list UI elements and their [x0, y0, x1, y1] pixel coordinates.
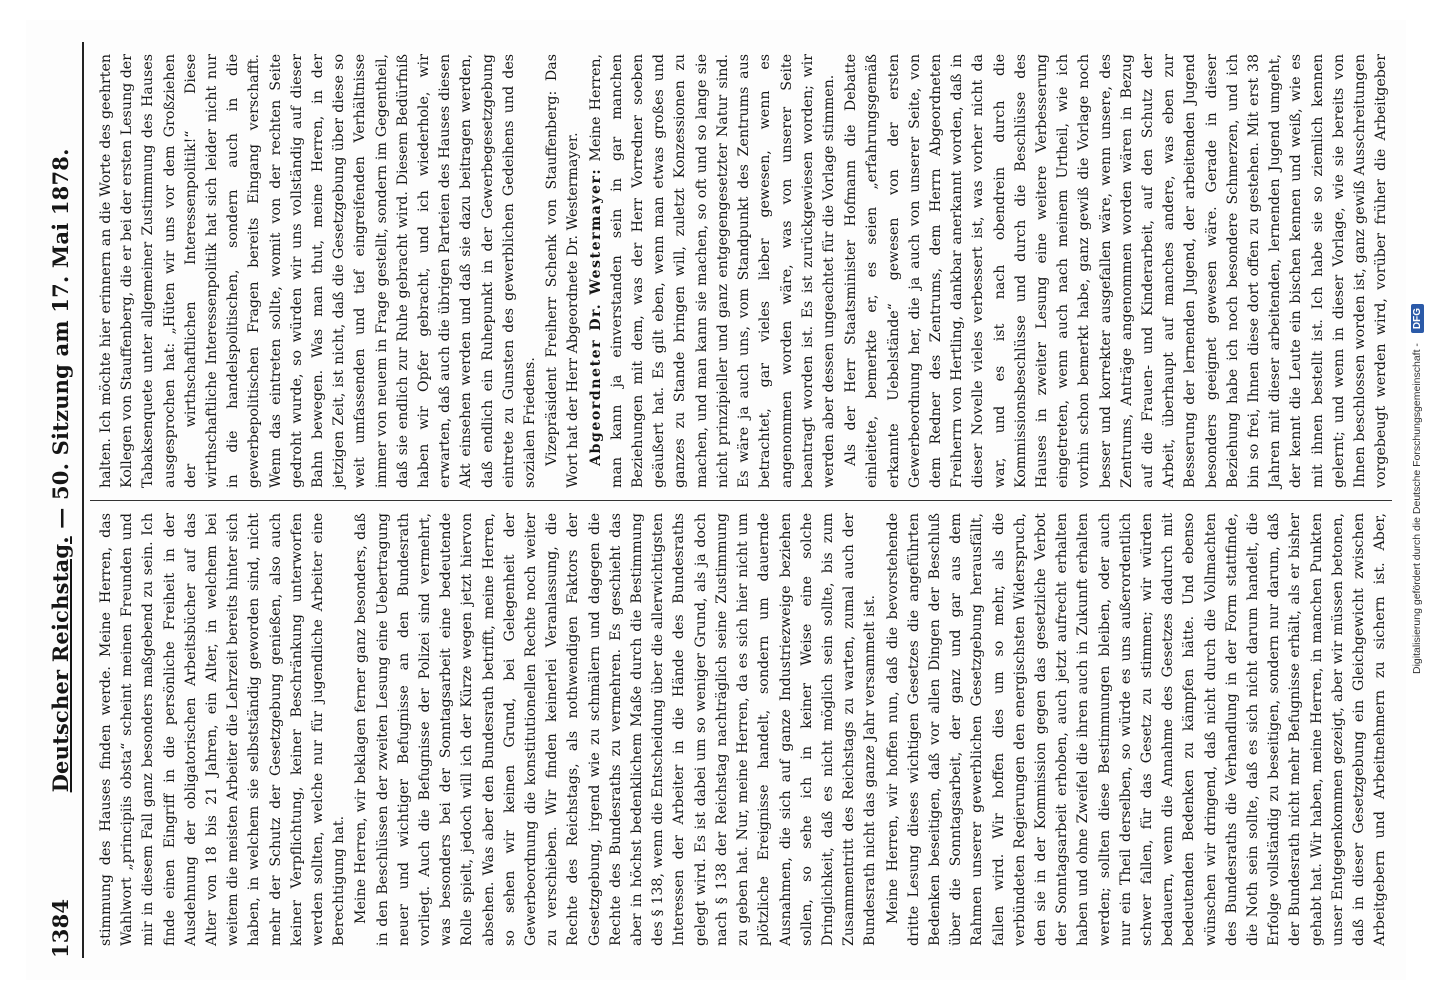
- page-number: 1384: [47, 898, 73, 958]
- paragraph-text: Meine Herren, man kann ja einverstanden sein in gar manchen Beziehungen mit dem, was der Herr Vorredner soeben geäußert hat. Es gilt eben, wenn man etwas großes und ganzes zu Stande bringen will, zuletzt Konzessionen zu machen, und man kann sie machen, so oft und so lange sie nicht prinzipieller und ganz entgegengesetzter Natur sind. Es wäre ja auch uns, vom Standpunkt des Zentrums aus betrachtet, gar vieles lieber gewesen, wenn es angenommen worden wäre, was von unserer Seite beantragt worden ist. Es ist zurückgewiesen worden; wir werden aber dessen ungeachtet für die Vorlage stimmen.: [587, 54, 837, 488]
- paragraph: [841, 54, 1392, 488]
- paragraph: [586, 54, 840, 488]
- header-separator: —: [47, 507, 73, 529]
- paragraph-text: Vizepräsident Freiherr Schenk von Stauffenberg: Das Wort hat der Herr Abgeordnete Dr. Westermayer.: [544, 54, 582, 488]
- paragraph: [96, 54, 541, 488]
- right-column: [90, 42, 1392, 500]
- journal-title: [48, 148, 73, 792]
- paragraph-text: halten. Ich möchte hier erinnern an die Worte des geehrten Kollegen von Stauffenberg, die er bei der ersten Lesung der Tabaksenquete unter allgemeiner Zustimmung des Hauses ausgesprochen hat: „Hüten wir uns vor dem Großziehen der wirthschaftlichen Interessenpolitik!“ Diese wirthschaftliche Interessenpolitik hat sich leider nicht nur in die handelspolitischen, sondern auch in die gewerbepolitischen Fragen bereits Eingang verschafft. Wenn das eintreten sollte, womit von der rechten Seite gedroht wurde, so würden wir uns vollständig auf dieser Bahn bewegen. Was man thut, meine Herren, in der jetzigen Zeit, ist nicht, daß die Gesetzgebung über diese so weit umfassenden und tief eingreifenden Verhältnisse immer von neuem in Frage gestellt, sondern im Gegentheil, daß sie endlich zur Ruhe gebracht wird. Diesem Bedürfniß haben wir Opfer gebracht, und ich wiederhole, wir erwarten, daß auch die übrigen Parteien des Hauses diesen Akt einsehen werden und daß sie dazu beitragen werden, daß endlich ein Ruhepunkt in der Gewerbegesetzgebung eintrete zu Gunsten des gewerblichen Gedeihens und des sozialen Friedens.: [98, 54, 539, 488]
- paragraph-text: Meine Herren, wir hoffen nun, daß die bevorstehende dritte Lesung dieses wichtigen Gesetzes die angeführten Bedenken beseitigen, daß vor allen Dingen der Beschluß über die Sonntagsarbeit, der ganz und gar aus dem Rahmen unserer gewerblichen Gesetzgebung herausfällt, fallen wird. Wir hoffen dies um so mehr, als die verbündeten Regierungen den energischsten Widerspruch, den sie in der Kommission gegen das gesetzliche Verbot der Sonntagsarbeit erhoben, auch jetzt aufrecht erhalten haben und ohne Zweifel die ihren auch in Zukunft erhalten werden; sollten diese Bestimmungen bleiben, oder auch nur ein Theil derselben, so würde es uns außerordentlich schwer fallen, für das Gesetz zu stimmen; wir würden bedauern, wenn die Annahme des Gesetzes dadurch mit bedeutenden Bedenken zu kämpfen hätte. Und ebenso wünschen wir dringend, daß nicht durch die Vollmachten des Bundesraths die Verhandlung in der Form stattfinde, die Noth sein sollte, daß es sich nicht darum handelt, die Erfolge vollständig zu beseitigen, sondern nur darum, daß der Bundesrath nicht mehr Befugnisse erhält, als er bisher gehabt hat. Wir haben, meine Herren, in manchen Punkten unser Entgegenkommen gezeigt, aber wir müssen betonen, daß in dieser Gesetzgebung ein Gleichgewicht zwischen Arbeitgebern und Arbeitnehmern zu sichern ist. Aber,: [884, 513, 1389, 946]
- newspaper-page: [26, 20, 1406, 980]
- paragraph-text: Als der Herr Staatsminister Hofmann die Debatte einleitete, bemerkte er, es seien „erfahrungsgemäß erkannte Uebelstände“ gewesen von der ersten Gewerbeordnung her, die ja auch von unserer Seite, von dem Redner des Zentrums, dem Herrn Abgeordneten Freiherrn von Hertling, dankbar anerkannt worden, daß in dieser Novelle vieles verbessert ist, was vorher nicht da war, und es ist nach obendrein durch die Kommissionsbeschlüsse und durch die Beschlüsse des Hauses in zweiter Lesung eine weitere Verbesserung eingetreten, wenn auch nach meinem Urtheil, wie ich vorhin schon bemerkt habe, ganz gewiß die Vorlage noch besser und korrekter ausgefallen wäre, wenn unsere, des Zentrums, Anträge angenommen worden wären in Bezug auf die Frauen- und Kinderarbeit, auf den Schutz der Arbeit, überhaupt auf manches andere, was eben zur Besserung der lernenden Jugend, der arbeitenden Jugend besonders geeignet gewesen wäre. Gerade in dieser Beziehung habe ich noch besondere Schmerzen, und ich bin so frei, Ihnen diese dort offen zu gestehen. Mit erst 38 Jahren mit dieser arbeitenden, lernenden Jugend umgeht, der kennt die Leute ein bischen kennen und weiß, wie es mit ihnen bestellt ist. Ich habe sie so ziemlich kennen gelernt; und wenn in dieser Vorlage, wie sie bereits von Ihnen beschlossen worden ist, ganz gewiß Ausschreitungen vorgebeugt werden wird, vorüber früher die Arbeitgeber: [843, 54, 1390, 488]
- journal-name: Deutscher Reichstag.: [47, 536, 73, 793]
- text-columns: [90, 42, 1392, 958]
- dfg-logo-icon: DFG: [1411, 304, 1424, 333]
- paragraph: [542, 54, 584, 488]
- left-column: [90, 500, 1392, 958]
- paragraph: [883, 513, 1392, 946]
- paragraph-text: Meine Herren, wir beklagen ferner ganz besonders, daß in den Beschlüssen der zweiten Lesung eine Uebertragung neuer und wichtiger Befugnisse an den Bundesrath vorliegt. Auch die Befugnisse der Polizei sind vermehrt, was besonders bei der Sonntagsarbeit eine bedeutende Rolle spielt, jedoch will ich der Kürze wegen jetzt hiervon absehen. Was aber den Bundesrath betrifft, meine Herren, so sehen wir keinen Grund, bei Gelegenheit der Gewerbeordnung die konstitutionellen Rechte noch weiter zu verschieben. Wir finden keinerlei Veranlassung, die Rechte des Reichstags, als nothwendigen Faktors der Gesetzgebung, irgend wie zu schmälern und dagegen die Rechte des Bundesraths zu vermehren. Es geschieht das aber in höchst bedenklichem Maße durch die Bestimmung des § 138, wenn die Entscheidung über die allerwichtigsten Interessen der Arbeiter in die Hände des Bundesraths gelegt wird. Es ist dabei um so weniger Grund, als ja doch nach § 138 der Reichstag nachträglich seine Zustimmung zu geben hat. Nur, meine Herren, da es sich hier nicht um plötzliche Ereignisse handelt, sondern um dauernde Ausnahmen, die sich auf ganze Industriezweige beziehen sollen, so sehe ich in keiner Weise eine solche Dringlichkeit, daß es nicht möglich sein sollte, bis zum Zusammentritt des Reichstags zu warten, zumal auch der Bundesrath nicht das ganze Jahr versammelt ist.: [353, 513, 879, 946]
- paragraph-text: stimmung des Hauses finden werde. Meine Herren, das Wahlwort „principiis obsta“ scheint meinen Freunden und mir in diesem Fall ganz besonders maßgebend zu sein. Ich finde einen Eingriff in die persönliche Freiheit in der Ausdehnung der obligatorischen Arbeitsbücher auf das Alter von 18 bis 21 Jahren, ein Alter, in welchem bei weitem die meisten Arbeiter die Lehrzeit bereits hinter sich haben, in welchem sie selbstständig geworden sind, nicht mehr der Schutz der Gesetzgebung genießen, also auch keiner Verpflichtung, keiner Beschränkung unterworfen werden sollten, welche nur für jugendliche Arbeiter eine Berechtigung hat.: [98, 513, 348, 946]
- digitization-credit: [1404, 24, 1430, 954]
- session-title: 50. Sitzung am 17. Mai 1878.: [47, 148, 73, 501]
- credit-text: Digitalisierung gefördert durch die Deutsche Forschungsgemeinschaft -: [1411, 343, 1423, 675]
- paragraph: [351, 513, 881, 946]
- speaker-name: Abgeordneter Dr. Westermayer:: [587, 167, 604, 466]
- paragraph: [96, 513, 350, 946]
- page-header: [38, 42, 84, 958]
